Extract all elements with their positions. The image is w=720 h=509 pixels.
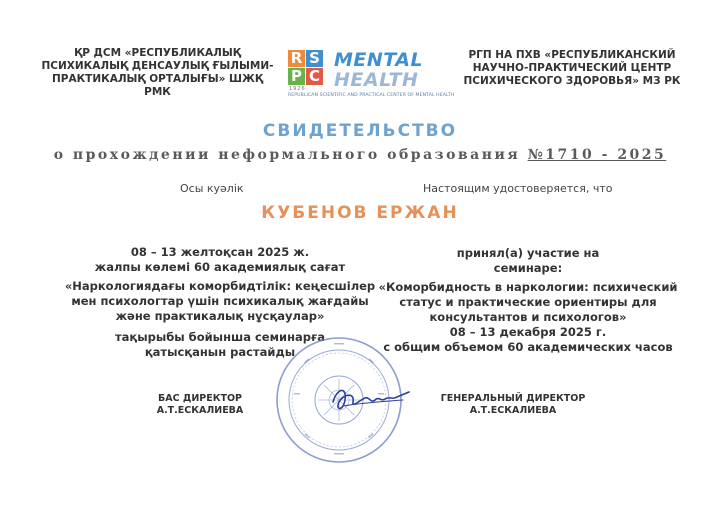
- left-signatory-title: БАС ДИРЕКТОР: [157, 393, 243, 404]
- russian-text-column: [378, 246, 678, 355]
- certificate-number: №1710 - 2025: [527, 147, 667, 163]
- left-org-line-2: ПСИХИКАЛЫҚ ДЕНСАУЛЫҚ ҒЫЛЫМИ-: [41, 60, 274, 72]
- handwritten-signature-icon: [325, 380, 415, 420]
- left-org-line-3: ПРАКТИКАЛЫҚ ОРТАЛЫҒЫ» ШЖҚ РМК: [51, 73, 264, 98]
- mental-health-logo: [288, 46, 455, 106]
- logo-letter-c: C: [306, 68, 323, 85]
- kz-topic-line-2: мен психологтар үшін психикалық жағдайы: [71, 294, 369, 308]
- left-organization-name: [40, 47, 275, 99]
- kz-closing-line-1: тақырыбы бойынша семинарға: [114, 330, 326, 344]
- ru-intro-line-2: семинаре:: [493, 261, 563, 275]
- logo-letter-r: R: [288, 50, 305, 67]
- logo-year: 1926: [289, 86, 306, 92]
- logo-word-mental: MENTAL: [334, 49, 424, 71]
- kz-topic-line-1: «Наркологиядағы коморбидтілік: кеңесшілер: [64, 279, 376, 293]
- right-signatory-name: А.Т.ЕСКАЛИЕВА: [469, 405, 557, 416]
- rspc-logo-mark: [288, 50, 324, 86]
- ru-topic-line-2: статус и практические ориентиры для: [399, 295, 657, 309]
- logo-tagline: REPUBLICAN SCIENTIFIC AND PRACTICAL CENTER OF MENTAL HEALTH: [288, 93, 455, 98]
- logo-word-health: HEALTH: [334, 69, 419, 91]
- kz-closing-line-2: қатысқанын растайды: [144, 345, 296, 359]
- ru-intro-line-1: принял(а) участие на: [456, 246, 600, 260]
- logo-letter-p: P: [288, 68, 305, 85]
- right-signatory-title: ГЕНЕРАЛЬНЫЙ ДИРЕКТОР: [440, 393, 586, 404]
- ru-topic-line-3: консультантов и психологов»: [429, 310, 627, 324]
- right-org-line-1: РГП НА ПХВ «РЕСПУБЛИКАНСКИЙ: [468, 49, 676, 61]
- ru-hours: с общим объемом 60 академических часов: [383, 340, 673, 354]
- kz-hours: жалпы көлемі 60 академиялық сағат: [94, 260, 346, 274]
- right-organization-name: [452, 49, 692, 88]
- logo-letter-s: S: [306, 50, 323, 67]
- subtitle-text: о прохождении неформального образования: [53, 147, 521, 163]
- right-org-line-2: НАУЧНО-ПРАКТИЧЕСКИЙ ЦЕНТР: [472, 62, 672, 74]
- ru-dates: 08 – 13 декабря 2025 г.: [449, 325, 607, 339]
- kz-dates: 08 – 13 желтоқсан 2025 ж.: [130, 245, 310, 259]
- hereby-russian: Настоящим удостоверяется, что: [423, 182, 613, 195]
- ru-topic-line-1: «Коморбидность в наркологии: психический: [378, 280, 678, 294]
- certificate-subtitle: [0, 147, 720, 163]
- left-signatory: [145, 393, 255, 417]
- left-org-line-1: ҚР ДСМ «РЕСПУБЛИКАЛЫҚ: [74, 47, 241, 59]
- recipient-name: КУБЕНОВ ЕРЖАН: [261, 203, 459, 223]
- certificate-title: СВИДЕТЕЛЬСТВО: [262, 121, 458, 141]
- left-signatory-name: А.Т.ЕСКАЛИЕВА: [156, 405, 244, 416]
- right-org-line-3: ПСИХИЧЕСКОГО ЗДОРОВЬЯ» МЗ РК: [463, 75, 681, 87]
- hereby-kazakh: Осы куәлік: [180, 182, 244, 195]
- right-signatory: [433, 393, 593, 417]
- kz-topic-line-3: және практикалық нұсқаулар»: [115, 309, 325, 323]
